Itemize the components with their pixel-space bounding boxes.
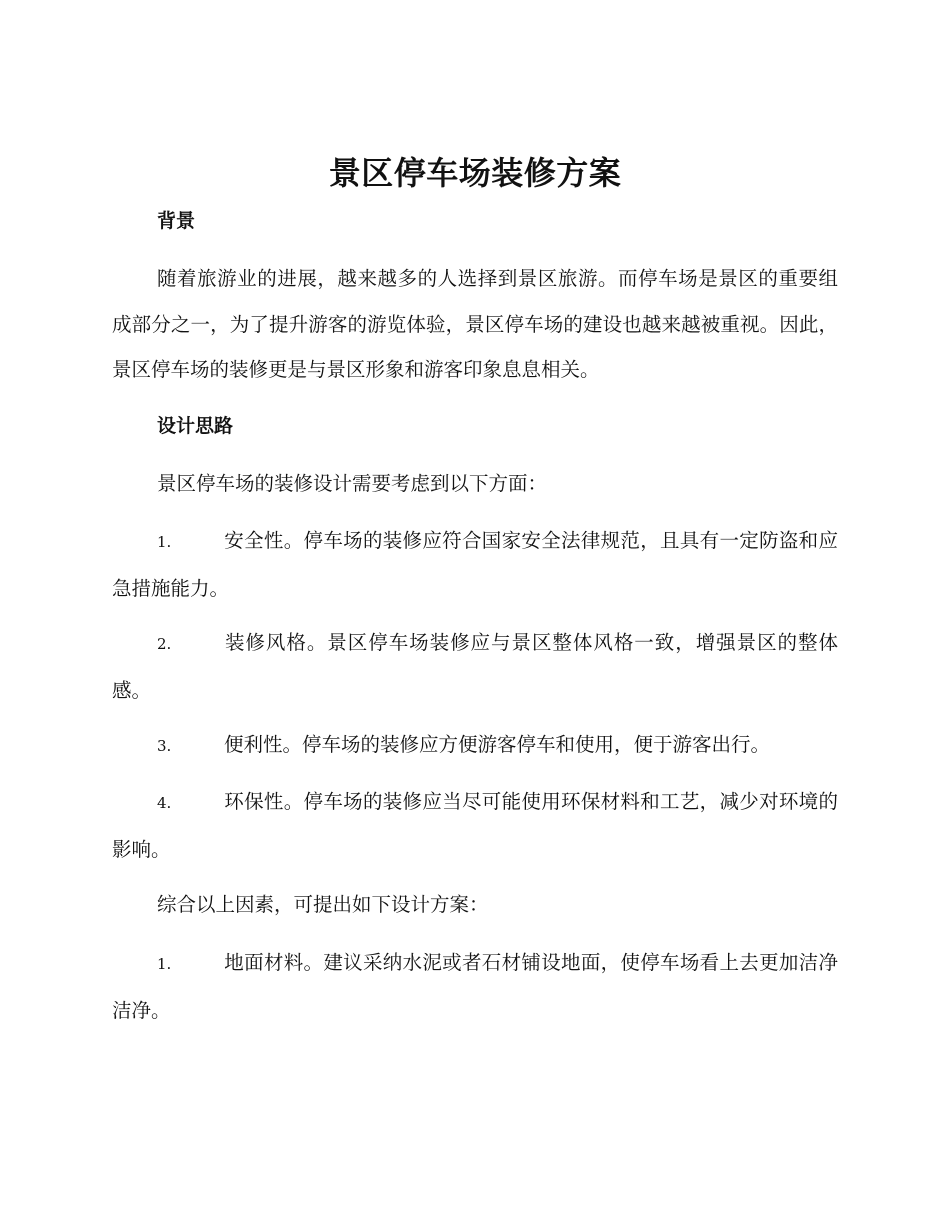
list-item-number: 1. bbox=[157, 533, 172, 551]
list-item bbox=[112, 779, 838, 872]
heading-background: 背景 bbox=[157, 210, 196, 232]
list-item bbox=[112, 518, 838, 611]
list-item-number: 3. bbox=[157, 737, 172, 755]
list-item-text: 环保性。停车场的装修应当尽可能使用环保材料和工艺，减少对环境的影响。 bbox=[112, 790, 838, 861]
list-item bbox=[112, 620, 838, 713]
list-item-text: 地面材料。建议采纳水泥或者石材铺设地面，使停车场看上去更加洁净洁净。 bbox=[112, 951, 838, 1022]
document-title: 景区停车场装修方案 bbox=[328, 154, 622, 192]
list-item bbox=[112, 722, 838, 770]
list-item-number: 1. bbox=[157, 955, 172, 973]
list-item-text: 安全性。停车场的装修应符合国家安全法律规范，且具有一定防盗和应急措施能力。 bbox=[112, 529, 838, 600]
list-item-number: 2. bbox=[157, 635, 172, 653]
design-summary: 综合以上因素，可提出如下设计方案： bbox=[157, 893, 489, 916]
design-intro: 景区停车场的装修设计需要考虑到以下方面： bbox=[157, 472, 548, 495]
background-paragraph: 随着旅游业的进展，越来越多的人选择到景区旅游。而停车场是景区的重要组成部分之一，为了提升游客的游览体验，景区停车场的建设也越来越被重视。因此，景区停车场的装修更是与景区形象和游客印象息息相关。 bbox=[112, 267, 838, 381]
heading-design: 设计思路 bbox=[157, 415, 234, 437]
list-item-text: 装修风格。景区停车场装修应与景区整体风格一致，增强景区的整体感。 bbox=[112, 631, 838, 702]
list-item bbox=[112, 940, 838, 1033]
list-item-number: 4. bbox=[157, 794, 172, 812]
list-item-text: 便利性。停车场的装修应方便游客停车和使用，便于游客出行。 bbox=[224, 733, 771, 756]
